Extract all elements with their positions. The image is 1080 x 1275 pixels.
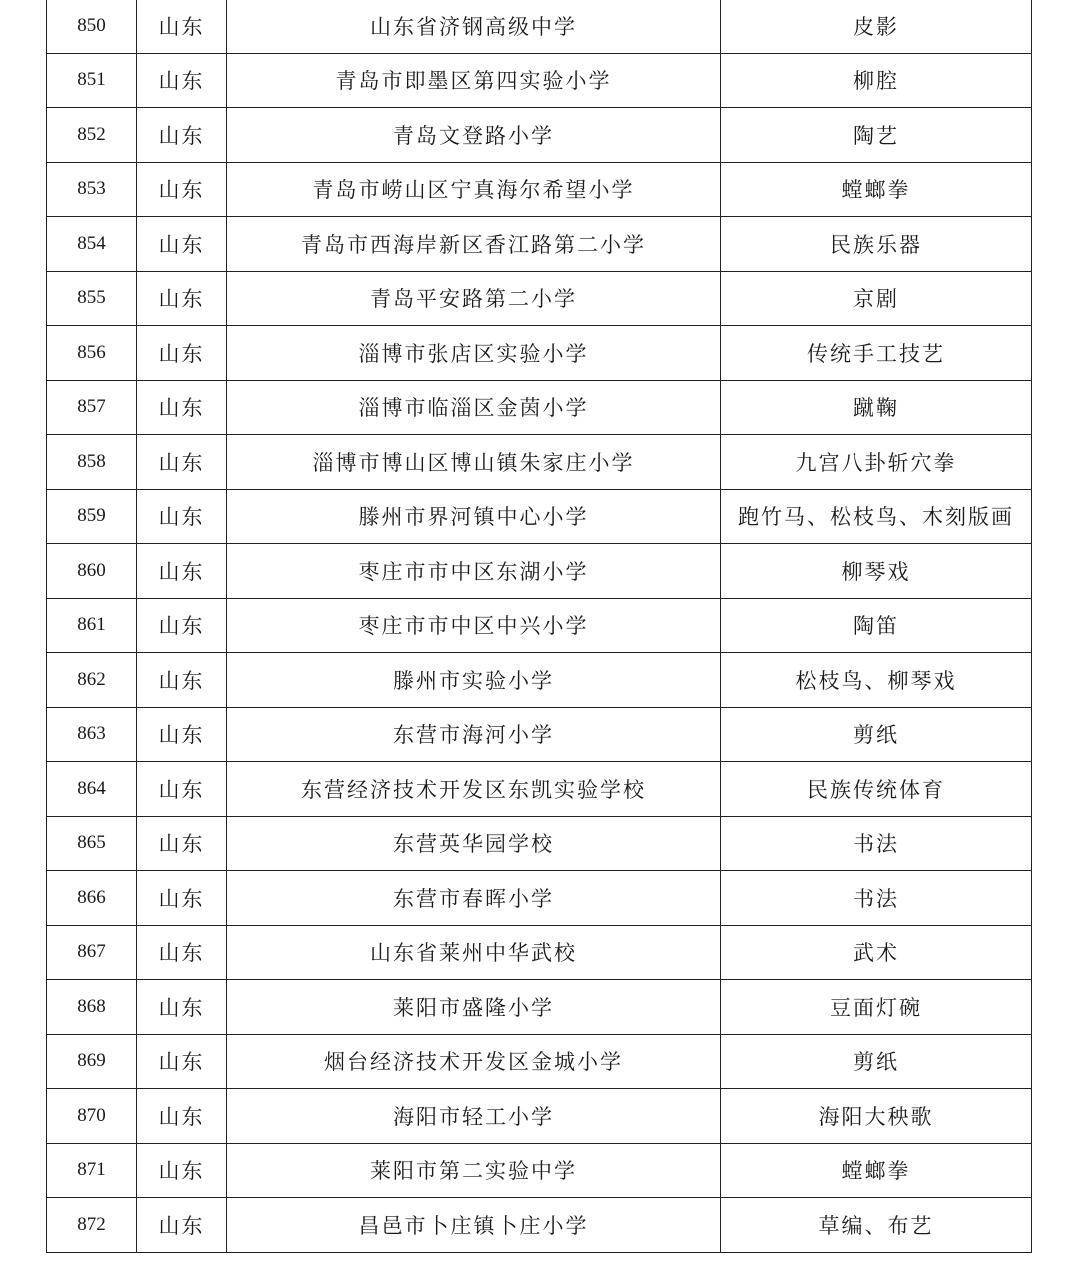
table-row [47, 598, 1032, 653]
row-number-cell: 865 [47, 816, 137, 871]
table-row [47, 108, 1032, 163]
table-row [47, 1143, 1032, 1198]
school-name-cell: 海阳市轻工小学 [227, 1089, 721, 1144]
heritage-project-cell: 跑竹马、松枝鸟、木刻版画 [721, 489, 1032, 544]
province-cell: 山东 [137, 871, 227, 926]
heritage-project-cell: 武术 [721, 925, 1032, 980]
row-number-cell: 864 [47, 762, 137, 817]
table-row [47, 0, 1032, 53]
school-name-cell: 淄博市博山区博山镇朱家庄小学 [227, 435, 721, 490]
row-number-cell: 850 [47, 0, 137, 53]
heritage-project-cell: 草编、布艺 [721, 1198, 1032, 1253]
province-cell: 山东 [137, 925, 227, 980]
row-number-cell: 863 [47, 707, 137, 762]
province-cell: 山东 [137, 108, 227, 163]
school-name-cell: 滕州市界河镇中心小学 [227, 489, 721, 544]
province-cell: 山东 [137, 217, 227, 272]
row-number-cell: 872 [47, 1198, 137, 1253]
heritage-project-cell: 陶笛 [721, 598, 1032, 653]
heritage-project-cell: 蹴鞠 [721, 380, 1032, 435]
province-cell: 山东 [137, 0, 227, 53]
school-name-cell: 滕州市实验小学 [227, 653, 721, 708]
table-row [47, 489, 1032, 544]
table-row [47, 1198, 1032, 1253]
school-name-cell: 枣庄市市中区中兴小学 [227, 598, 721, 653]
school-name-cell: 东营市海河小学 [227, 707, 721, 762]
table-row [47, 326, 1032, 381]
heritage-project-cell: 京剧 [721, 271, 1032, 326]
table-row [47, 762, 1032, 817]
table-row [47, 1089, 1032, 1144]
heritage-project-cell: 陶艺 [721, 108, 1032, 163]
school-name-cell: 青岛文登路小学 [227, 108, 721, 163]
school-name-cell: 青岛市即墨区第四实验小学 [227, 53, 721, 108]
table-row [47, 707, 1032, 762]
province-cell: 山东 [137, 762, 227, 817]
table-row [47, 816, 1032, 871]
school-name-cell: 青岛市崂山区宁真海尔希望小学 [227, 162, 721, 217]
province-cell: 山东 [137, 435, 227, 490]
school-name-cell: 莱阳市盛隆小学 [227, 980, 721, 1035]
school-name-cell: 山东省莱州中华武校 [227, 925, 721, 980]
province-cell: 山东 [137, 271, 227, 326]
school-name-cell: 东营市春晖小学 [227, 871, 721, 926]
table-row [47, 980, 1032, 1035]
school-name-cell: 淄博市临淄区金茵小学 [227, 380, 721, 435]
school-name-cell: 青岛市西海岸新区香江路第二小学 [227, 217, 721, 272]
row-number-cell: 871 [47, 1143, 137, 1198]
heritage-project-cell: 九宫八卦斩穴拳 [721, 435, 1032, 490]
heritage-project-cell: 豆面灯碗 [721, 980, 1032, 1035]
school-name-cell: 东营英华园学校 [227, 816, 721, 871]
school-name-cell: 山东省济钢高级中学 [227, 0, 721, 53]
province-cell: 山东 [137, 653, 227, 708]
table-row [47, 871, 1032, 926]
heritage-project-cell: 柳琴戏 [721, 544, 1032, 599]
school-list-table [46, 0, 1032, 1253]
heritage-project-cell: 皮影 [721, 0, 1032, 53]
row-number-cell: 858 [47, 435, 137, 490]
row-number-cell: 862 [47, 653, 137, 708]
heritage-project-cell: 书法 [721, 871, 1032, 926]
school-name-cell: 枣庄市市中区东湖小学 [227, 544, 721, 599]
province-cell: 山东 [137, 980, 227, 1035]
school-name-cell: 昌邑市卜庄镇卜庄小学 [227, 1198, 721, 1253]
table-row [47, 544, 1032, 599]
heritage-project-cell: 剪纸 [721, 707, 1032, 762]
row-number-cell: 870 [47, 1089, 137, 1144]
heritage-project-cell: 民族传统体育 [721, 762, 1032, 817]
table-row [47, 1034, 1032, 1089]
heritage-project-cell: 螳螂拳 [721, 1143, 1032, 1198]
row-number-cell: 867 [47, 925, 137, 980]
table-row [47, 380, 1032, 435]
heritage-project-cell: 松枝鸟、柳琴戏 [721, 653, 1032, 708]
row-number-cell: 869 [47, 1034, 137, 1089]
table-row [47, 217, 1032, 272]
row-number-cell: 856 [47, 326, 137, 381]
table-row [47, 271, 1032, 326]
province-cell: 山东 [137, 707, 227, 762]
heritage-project-cell: 传统手工技艺 [721, 326, 1032, 381]
school-name-cell: 莱阳市第二实验中学 [227, 1143, 721, 1198]
table-row [47, 162, 1032, 217]
school-name-cell: 烟台经济技术开发区金城小学 [227, 1034, 721, 1089]
row-number-cell: 851 [47, 53, 137, 108]
row-number-cell: 861 [47, 598, 137, 653]
table-body [47, 0, 1032, 1252]
province-cell: 山东 [137, 544, 227, 599]
province-cell: 山东 [137, 816, 227, 871]
heritage-project-cell: 海阳大秧歌 [721, 1089, 1032, 1144]
province-cell: 山东 [137, 326, 227, 381]
province-cell: 山东 [137, 1089, 227, 1144]
table-row [47, 435, 1032, 490]
province-cell: 山东 [137, 1034, 227, 1089]
province-cell: 山东 [137, 489, 227, 544]
row-number-cell: 853 [47, 162, 137, 217]
row-number-cell: 859 [47, 489, 137, 544]
table-row [47, 53, 1032, 108]
row-number-cell: 854 [47, 217, 137, 272]
table-row [47, 653, 1032, 708]
province-cell: 山东 [137, 162, 227, 217]
heritage-project-cell: 书法 [721, 816, 1032, 871]
row-number-cell: 866 [47, 871, 137, 926]
school-name-cell: 青岛平安路第二小学 [227, 271, 721, 326]
province-cell: 山东 [137, 598, 227, 653]
row-number-cell: 860 [47, 544, 137, 599]
heritage-project-cell: 民族乐器 [721, 217, 1032, 272]
province-cell: 山东 [137, 1143, 227, 1198]
row-number-cell: 857 [47, 380, 137, 435]
school-name-cell: 东营经济技术开发区东凯实验学校 [227, 762, 721, 817]
row-number-cell: 868 [47, 980, 137, 1035]
school-name-cell: 淄博市张店区实验小学 [227, 326, 721, 381]
province-cell: 山东 [137, 53, 227, 108]
table-row [47, 925, 1032, 980]
province-cell: 山东 [137, 380, 227, 435]
row-number-cell: 852 [47, 108, 137, 163]
heritage-project-cell: 螳螂拳 [721, 162, 1032, 217]
heritage-project-cell: 剪纸 [721, 1034, 1032, 1089]
province-cell: 山东 [137, 1198, 227, 1253]
heritage-project-cell: 柳腔 [721, 53, 1032, 108]
row-number-cell: 855 [47, 271, 137, 326]
